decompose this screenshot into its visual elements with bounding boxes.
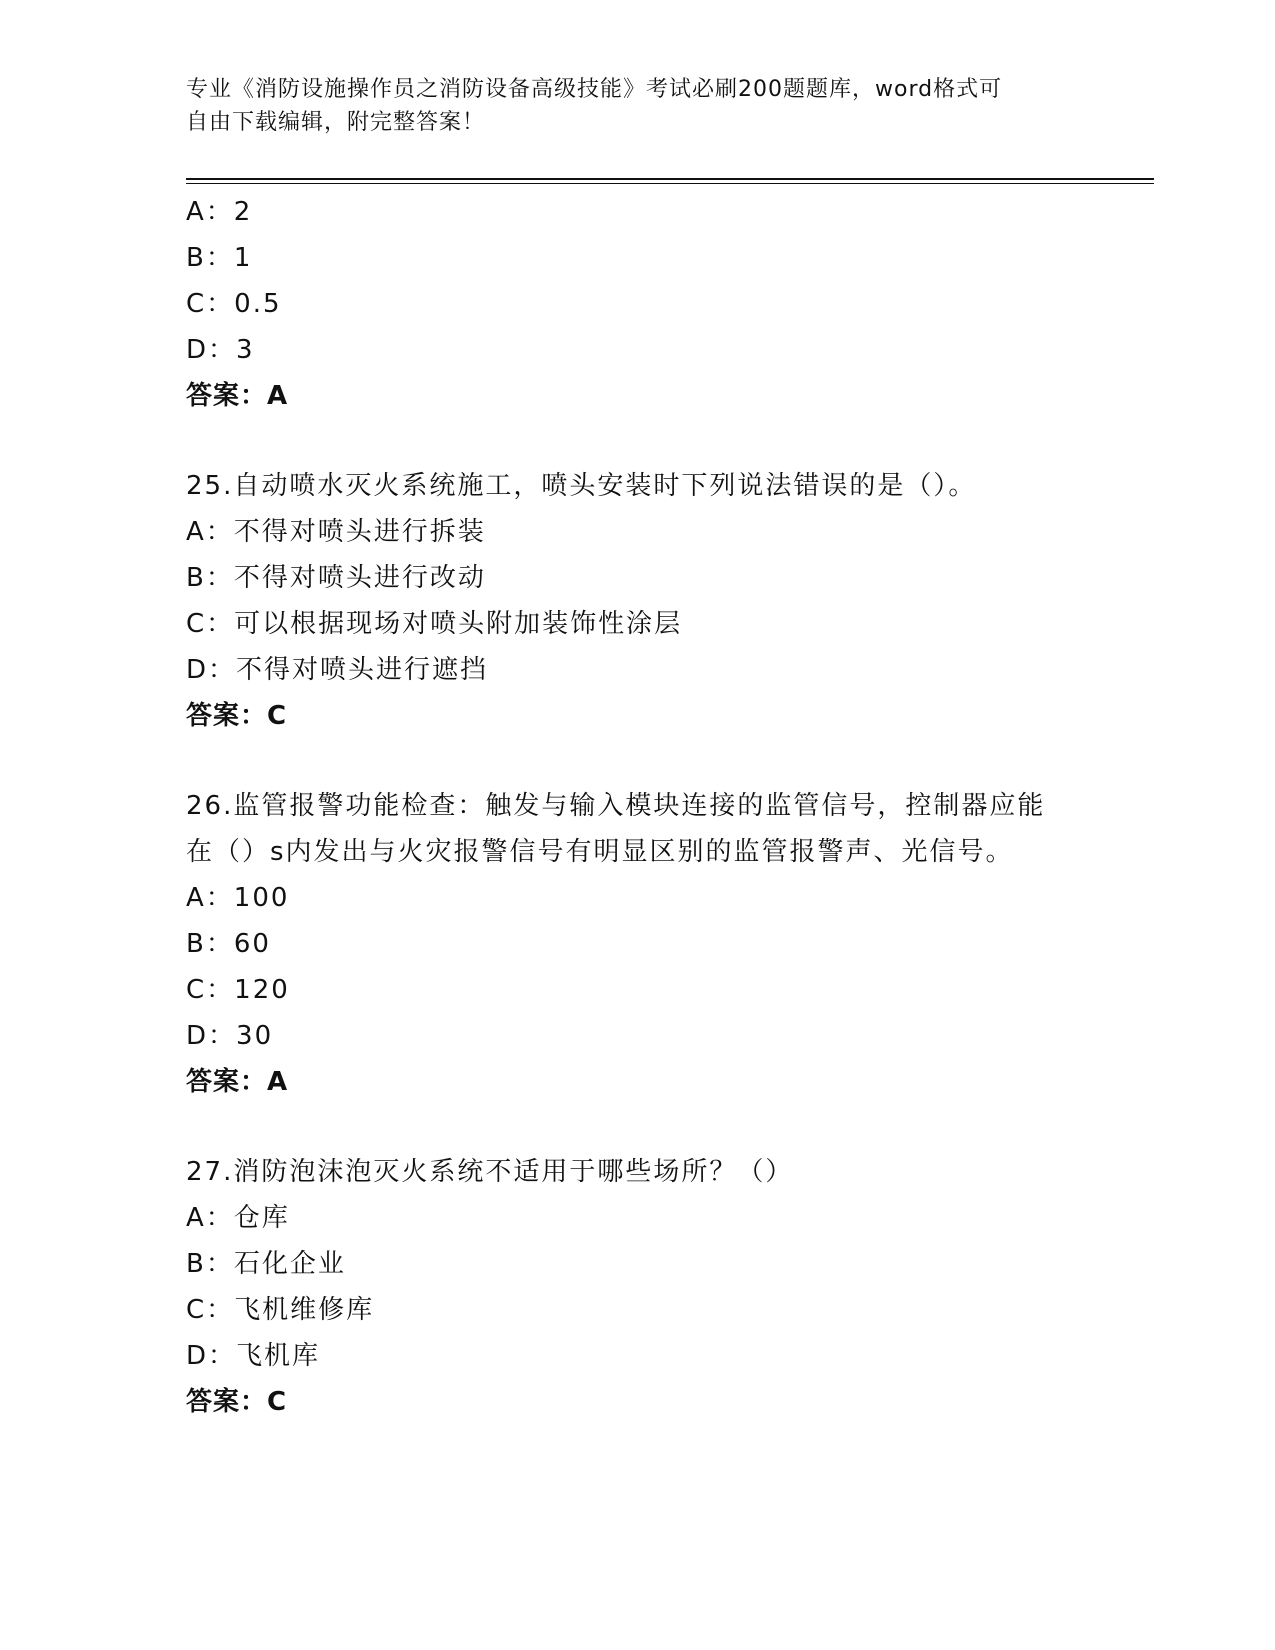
- option-c: C：0.5: [186, 289, 282, 319]
- question-list: [186, 189, 1086, 1425]
- option-b: B：不得对喷头进行改动: [186, 563, 486, 593]
- header-divider-inner: [186, 183, 1154, 184]
- answer: 答案：A: [186, 381, 289, 411]
- option-b: B：石化企业: [186, 1249, 346, 1279]
- question-27: [186, 1149, 1086, 1425]
- question-25: [186, 463, 1086, 739]
- answer: 答案：A: [186, 1067, 289, 1097]
- option-c: C：可以根据现场对喷头附加装饰性涂层: [186, 609, 683, 639]
- option-a: A：2: [186, 197, 253, 227]
- header-line-2: 自由下载编辑，附完整答案！: [186, 110, 486, 135]
- option-d: D：飞机库: [186, 1341, 321, 1371]
- option-c: C：飞机维修库: [186, 1295, 375, 1325]
- answer: 答案：C: [186, 1387, 288, 1417]
- question-text-line-1: 26.监管报警功能检查：触发与输入模块连接的监管信号，控制器应能: [186, 791, 1046, 821]
- header-line-1: 专业《消防设施操作员之消防设备高级技能》考试必刷200题题库，word格式可: [186, 77, 1003, 102]
- question-text-line-2: 在（）s内发出与火灾报警信号有明显区别的监管报警声、光信号。: [186, 837, 1014, 867]
- option-d: D：3: [186, 335, 255, 365]
- question-text: 25.自动喷水灭火系统施工，喷头安装时下列说法错误的是（）。: [186, 471, 977, 501]
- option-a: A：100: [186, 883, 290, 913]
- option-d: D：30: [186, 1021, 274, 1051]
- document-header: [186, 73, 1066, 139]
- option-b: B：1: [186, 243, 253, 273]
- option-d: D：不得对喷头进行遮挡: [186, 655, 489, 685]
- option-a: A：仓库: [186, 1203, 290, 1233]
- option-c: C：120: [186, 975, 290, 1005]
- option-b: B：60: [186, 929, 271, 959]
- answer: 答案：C: [186, 701, 288, 731]
- option-a: A：不得对喷头进行拆装: [186, 517, 486, 547]
- previous-question-tail: [186, 189, 1086, 419]
- question-text: 27.消防泡沫泡灭火系统不适用于哪些场所？（）: [186, 1157, 794, 1187]
- question-26: [186, 783, 1086, 1105]
- header-divider: [186, 178, 1154, 180]
